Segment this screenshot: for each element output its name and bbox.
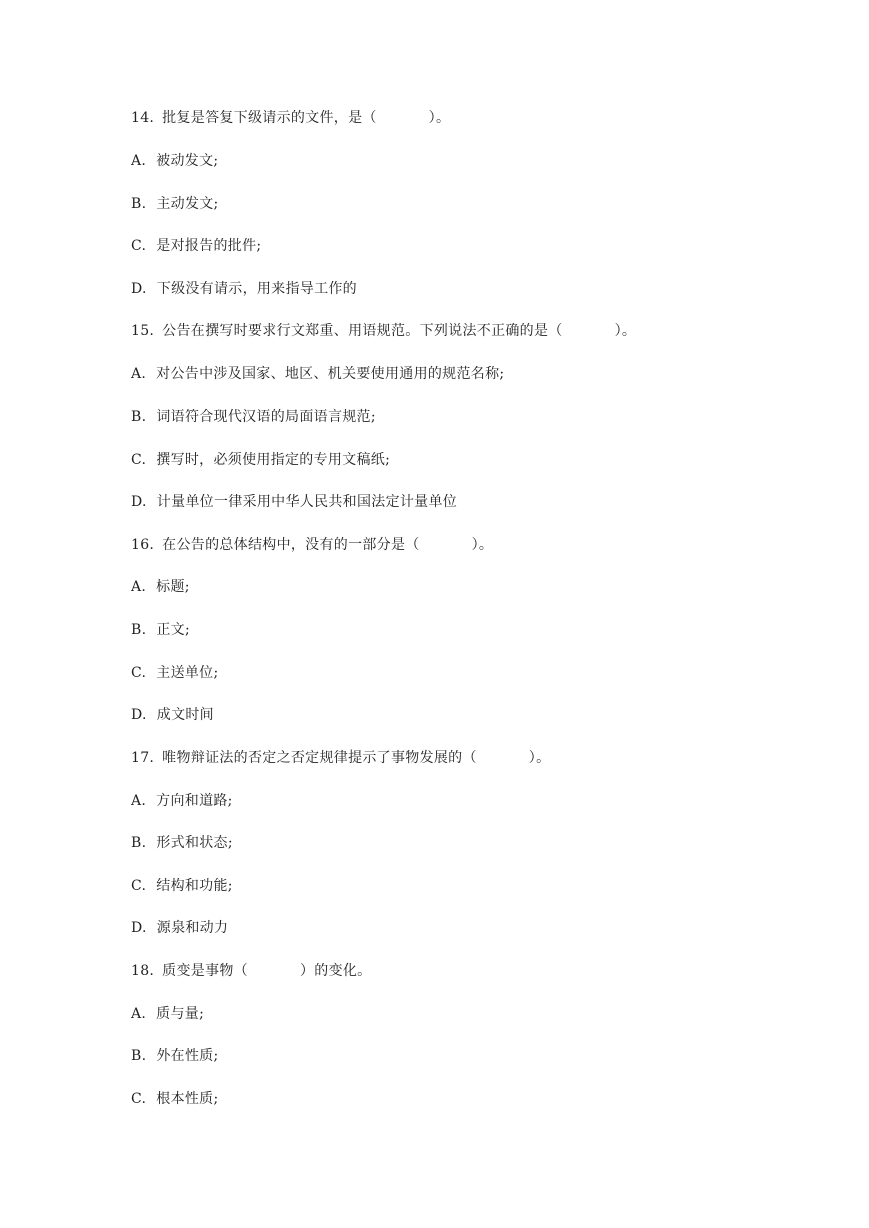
option-label: B. <box>131 835 147 851</box>
option-label: C. <box>131 1091 147 1107</box>
option-line <box>131 408 376 426</box>
option-text: 形式和状态; <box>156 835 233 851</box>
stem-text: 质变是事物（ <box>162 963 248 979</box>
option-label: D. <box>131 707 147 723</box>
question-stem <box>131 536 493 554</box>
option-line <box>131 664 218 682</box>
option-label: A. <box>131 366 147 382</box>
option-line <box>131 195 219 213</box>
option-label: D. <box>131 281 147 297</box>
option-label: B. <box>131 196 147 212</box>
option-text: 下级没有请示，用来指导工作的 <box>156 281 357 297</box>
stem-text: 在公告的总体结构中，没有的一部分是（ <box>162 537 420 553</box>
option-label: C. <box>131 238 147 254</box>
option-text: 撰写时，必须使用指定的专用文稿纸; <box>156 452 391 468</box>
question-stem <box>131 109 450 127</box>
option-label: A. <box>131 579 147 595</box>
option-text: 成文时间 <box>156 707 214 723</box>
option-text: 计量单位一律采用中华人民共和国法定计量单位 <box>156 494 458 510</box>
stem-text-end: ）。 <box>528 750 551 766</box>
question-number: 16. <box>131 537 155 553</box>
option-line <box>131 792 233 810</box>
question-stem <box>131 749 550 767</box>
stem-text-end: ）。 <box>471 537 494 553</box>
question-number: 14. <box>131 110 155 126</box>
option-text: 正文; <box>156 622 190 638</box>
option-text: 是对报告的批件; <box>156 238 262 254</box>
option-label: B. <box>131 622 147 638</box>
option-line <box>131 919 228 937</box>
stem-text-end: ）的变化。 <box>299 963 372 979</box>
question-stem <box>131 962 371 980</box>
option-label: A. <box>131 153 147 169</box>
option-label: C. <box>131 878 147 894</box>
option-label: A. <box>131 793 147 809</box>
stem-text: 公告在撰写时要求行文郑重、用语规范。下列说法不正确的是（ <box>162 323 563 339</box>
option-text: 对公告中涉及国家、地区、机关要使用通用的规范名称; <box>156 366 505 382</box>
option-line <box>131 834 233 852</box>
stem-text: 批复是答复下级请示的文件，是（ <box>162 110 377 126</box>
option-label: D. <box>131 494 147 510</box>
stem-text: 唯物辩证法的否定之否定规律提示了事物发展的（ <box>162 750 477 766</box>
option-line <box>131 621 190 639</box>
option-label: A. <box>131 1006 147 1022</box>
option-text: 质与量; <box>156 1006 205 1022</box>
option-label: D. <box>131 920 147 936</box>
question-number: 17. <box>131 750 155 766</box>
option-line <box>131 578 190 596</box>
option-line <box>131 365 504 383</box>
option-label: C. <box>131 665 147 681</box>
option-line <box>131 877 233 895</box>
option-text: 主动发文; <box>156 196 219 212</box>
option-label: B. <box>131 1048 147 1064</box>
option-line <box>131 706 214 724</box>
option-line <box>131 280 357 298</box>
question-number: 15. <box>131 323 155 339</box>
option-text: 词语符合现代汉语的局面语言规范; <box>156 409 376 425</box>
option-text: 标题; <box>156 579 190 595</box>
option-text: 外在性质; <box>156 1048 219 1064</box>
question-stem <box>131 322 636 340</box>
option-line <box>131 152 218 170</box>
option-label: B. <box>131 409 147 425</box>
option-line <box>131 1005 204 1023</box>
option-text: 主送单位; <box>156 665 219 681</box>
option-text: 被动发文; <box>156 153 219 169</box>
option-line <box>131 493 457 511</box>
option-text: 方向和道路; <box>156 793 233 809</box>
option-line <box>131 237 261 255</box>
option-line <box>131 1047 219 1065</box>
option-line <box>131 451 390 469</box>
option-text: 结构和功能; <box>156 878 233 894</box>
stem-text-end: ）。 <box>428 110 451 126</box>
option-label: C. <box>131 452 147 468</box>
option-text: 根本性质; <box>156 1091 219 1107</box>
stem-text-end: ）。 <box>614 323 637 339</box>
option-line <box>131 1090 218 1108</box>
question-number: 18. <box>131 963 155 979</box>
option-text: 源泉和动力 <box>156 920 229 936</box>
